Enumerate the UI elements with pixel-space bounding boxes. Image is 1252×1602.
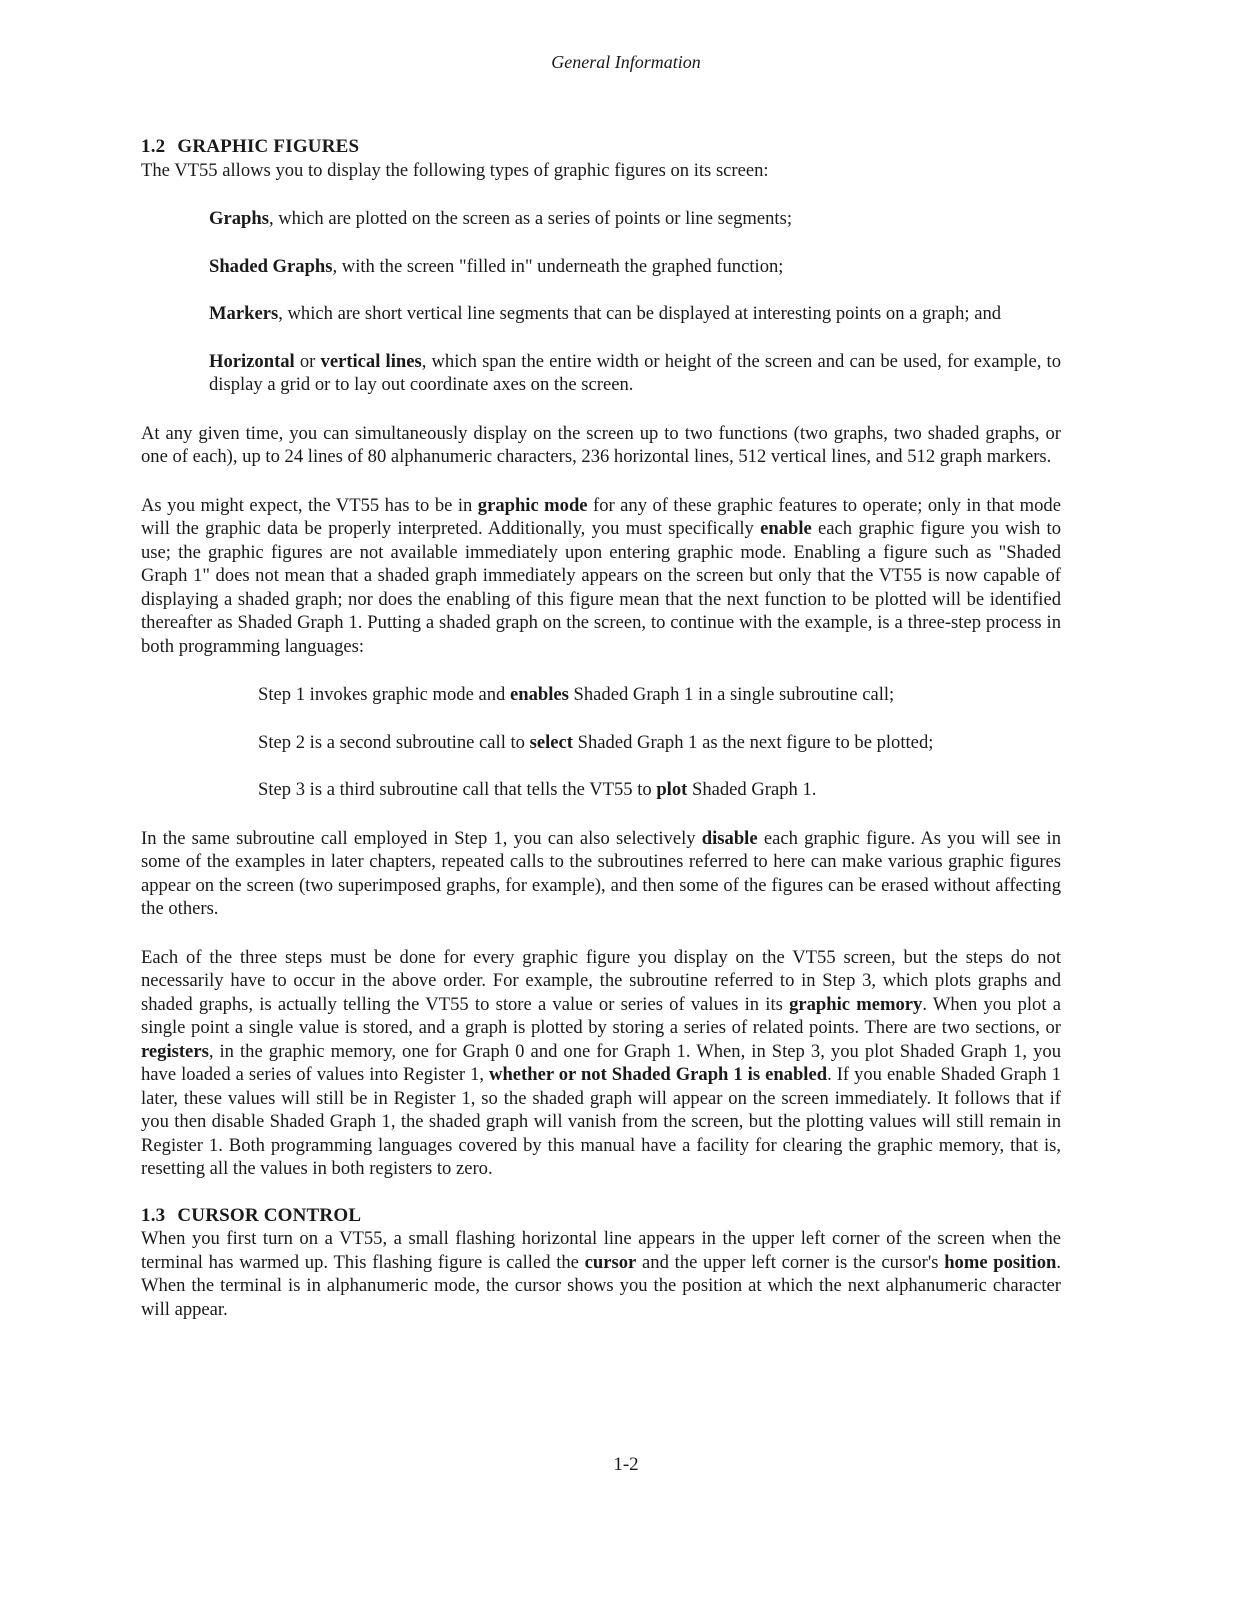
section-number: 1.2 bbox=[141, 136, 166, 157]
text-run: and the upper left corner is the cursor's bbox=[636, 1251, 945, 1273]
bold-term: graphic mode bbox=[477, 494, 588, 516]
text-run: Shaded Graph 1 in a single subroutine call; bbox=[568, 684, 895, 705]
term-joiner: or bbox=[294, 350, 321, 372]
page-content bbox=[141, 135, 1061, 1321]
step-1 bbox=[258, 683, 1061, 707]
term: vertical lines bbox=[320, 350, 422, 372]
text-run: Shaded Graph 1. bbox=[687, 779, 817, 800]
text-run: for any of these graphic features to operate; only in that mode will the graphic data be properly interpreted. Additionally, you must specifically bbox=[141, 494, 1061, 539]
term-desc: , which span the entire width or height of the screen and can be used, for example, to display a grid or to lay out coordinate axes on the screen. bbox=[209, 350, 1062, 395]
paragraph-graphic-memory bbox=[141, 946, 1061, 1181]
text-run: Step 3 is a third subroutine call that tells the VT55 to bbox=[258, 779, 657, 800]
bold-term: enables bbox=[510, 684, 569, 705]
step-3 bbox=[258, 778, 1061, 802]
text-run: As you might expect, the VT55 has to be in bbox=[141, 494, 478, 516]
bold-term: home position bbox=[944, 1251, 1057, 1273]
bold-term: whether or not Shaded Graph 1 is enabled bbox=[489, 1064, 828, 1085]
section-title: CURSOR CONTROL bbox=[177, 1204, 362, 1226]
bold-term: select bbox=[529, 731, 573, 753]
bold-term: plot bbox=[656, 779, 688, 800]
bold-term: disable bbox=[701, 827, 758, 849]
term: Graphs bbox=[209, 208, 269, 229]
term: Shaded Graphs bbox=[209, 255, 333, 277]
text-run: . When the terminal is in alphanumeric mode, the cursor shows you the position at which the next alphanumeric character will appear. bbox=[141, 1251, 1061, 1320]
text-run: Step 2 is a second subroutine call to bbox=[258, 731, 530, 753]
bold-term: enable bbox=[760, 518, 812, 539]
text-run: Step 1 invokes graphic mode and bbox=[258, 684, 510, 705]
section-number: 1.3 bbox=[141, 1204, 166, 1226]
list-item-graphs bbox=[209, 207, 1061, 231]
text-run: . If you enable Shaded Graph 1 later, these values will still be in Register 1, so the shaded graph will appear on the screen immediately. It follows that if you then disable Shaded Graph 1, the shaded graph will vanish from the screen, but the plotting values will still remain in Register 1. Both programming languages covered by this manual have a facility for clearing the graphic memory, that is, resetting all the values in both registers to zero. bbox=[141, 1064, 1061, 1179]
bold-term: registers bbox=[141, 1040, 209, 1062]
section-intro: The VT55 allows you to display the following types of graphic figures on its screen: bbox=[141, 159, 769, 181]
bold-term: graphic memory bbox=[789, 993, 923, 1015]
page-number: 1-2 bbox=[613, 1454, 639, 1475]
text-run: each graphic figure. As you will see in some of the examples in later chapters, repeated calls to the subroutines referred to here can make various graphic figures appear on the screen (two superimposed graphs, for example), and then some of the figures can be erased without affecting the others. bbox=[141, 827, 1062, 919]
text-run: . When you plot a single point a single value is stored, and a graph is plotted by storing a series of related points. There are two sections, or bbox=[141, 993, 1061, 1038]
paragraph-disable bbox=[141, 827, 1061, 921]
list-item-markers bbox=[209, 302, 1061, 326]
term-desc: , with the screen "filled in" underneath the graphed function; bbox=[332, 255, 784, 277]
bold-term: cursor bbox=[584, 1251, 637, 1273]
section-title: GRAPHIC FIGURES bbox=[177, 136, 360, 157]
text-run: , in the graphic memory, one for Graph 0 and one for Graph 1. When, in Step 3, you plot Shaded Graph 1, you have loaded a series of values into Register 1, bbox=[141, 1040, 1061, 1085]
term-desc: , which are plotted on the screen as a series of points or line segments; bbox=[268, 208, 792, 229]
paragraph-graphic-mode bbox=[141, 494, 1061, 659]
paragraph-cursor bbox=[141, 1227, 1061, 1321]
section-heading-1-2 bbox=[141, 135, 1061, 159]
running-header: General Information bbox=[551, 52, 701, 72]
text-run: Each of the three steps must be done for every graphic figure you display on the VT55 screen, but the steps do not necessarily have to occur in the above order. For example, the subroutine referred to in Step 3, which plots graphs and shaded graphs, is actually telling the VT55 to store a value or series of values in its bbox=[141, 946, 1061, 1015]
term: Horizontal bbox=[209, 350, 295, 372]
text-run: Shaded Graph 1 as the next figure to be plotted; bbox=[572, 731, 934, 753]
text-run: When you first turn on a VT55, a small flashing horizontal line appears in the upper left corner of the screen when the terminal has warmed up. This flashing figure is called the bbox=[141, 1228, 1061, 1273]
text-run: In the same subroutine call employed in Step 1, you can also selectively bbox=[141, 827, 702, 849]
section-heading-1-3 bbox=[141, 1204, 1061, 1228]
step-2 bbox=[258, 731, 1061, 755]
list-item-shaded-graphs bbox=[209, 255, 1061, 279]
list-item-lines bbox=[209, 350, 1061, 397]
text-run: each graphic figure you wish to use; the graphic figures are not available immediately upon entering graphic mode. Enabling a figure such as "Shaded Graph 1" does not mean that a shaded graph immediately appears on the screen but only that the VT55 is now capable of displaying a shaded graph; nor does the enabling of this figure mean that the next function to be plotted will be identified thereafter as Shaded Graph 1. Putting a shaded graph on the screen, to continue with the example, is a three-step process in both programming languages: bbox=[141, 518, 1062, 657]
term: Markers bbox=[209, 303, 279, 324]
term-desc: , which are short vertical line segments that can be displayed at interesting points on a graph; and bbox=[278, 303, 1002, 324]
paragraph-display-limits: At any given time, you can simultaneously display on the screen up to two functions (two graphs, two shaded graphs, or one of each), up to 24 lines of 80 alphanumeric characters, 236 horizontal lines, 512 vertical lines, and 512 graph markers. bbox=[141, 422, 1061, 467]
